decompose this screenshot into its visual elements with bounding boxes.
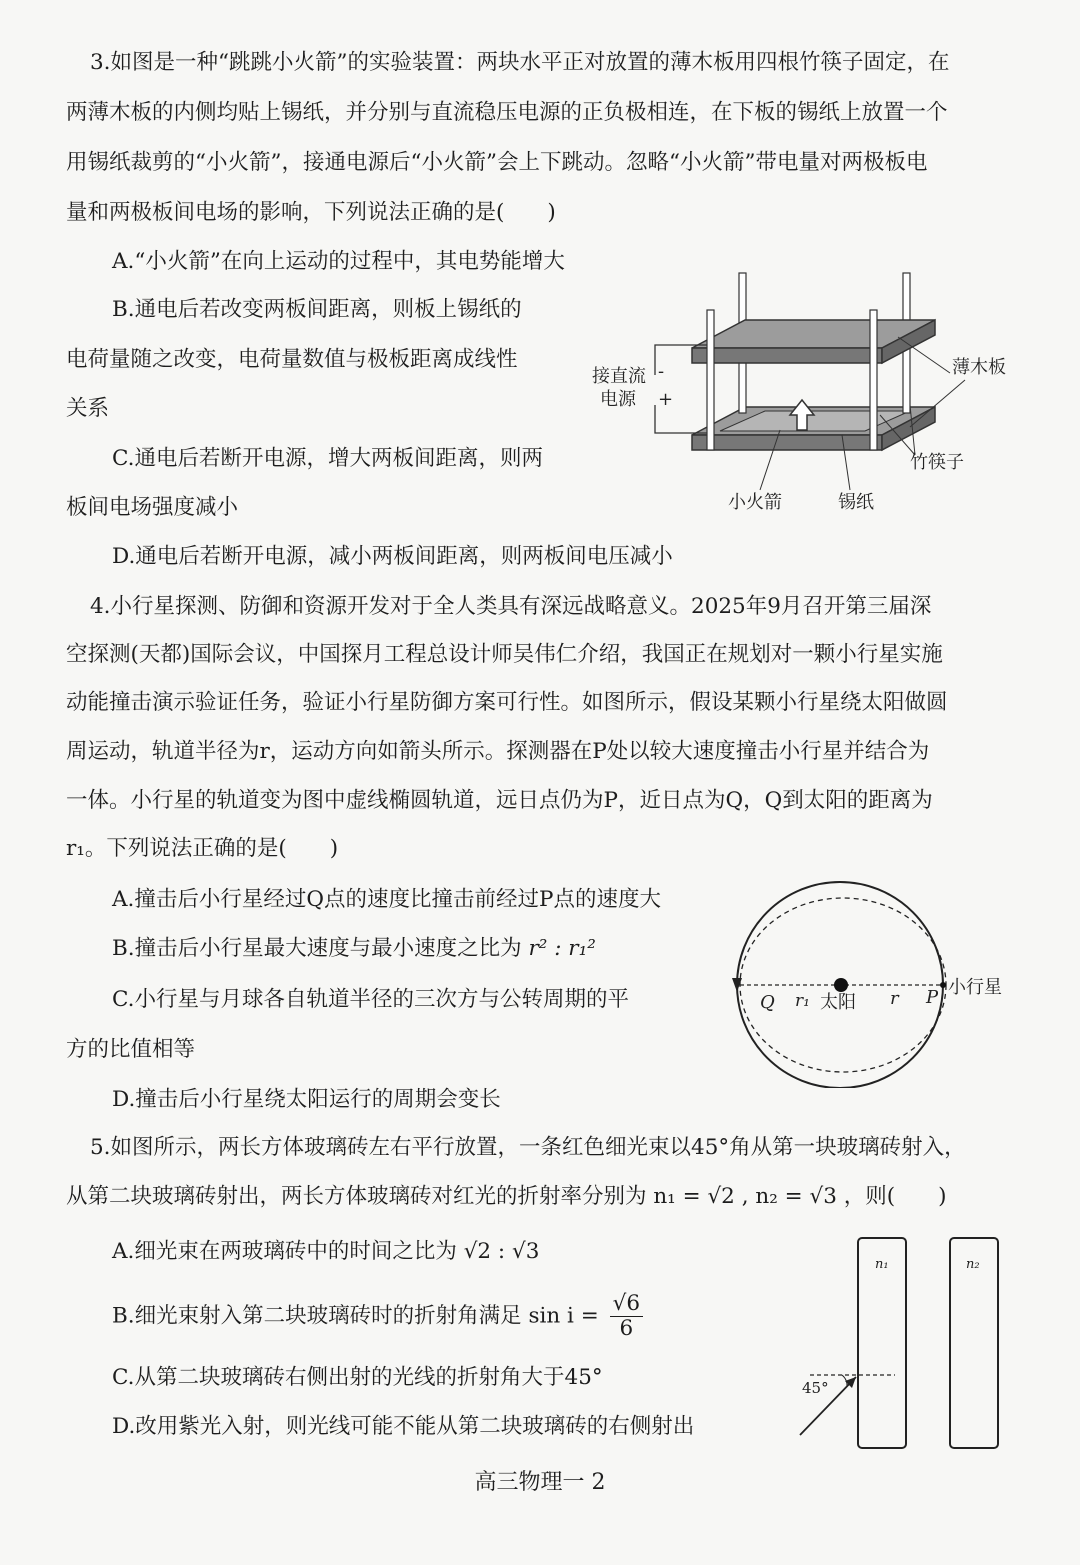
n2-label: n₂	[966, 1257, 980, 1272]
q3-option-c-line-1: C.通电后若断开电源，增大两板间距离，则两	[112, 446, 544, 471]
plate-label: 薄木板	[952, 357, 1006, 378]
q5-option-a: A.细光束在两玻璃砖中的时间之比为 √2 : √3	[112, 1239, 540, 1264]
q4-stem-line-6: r₁。下列说法正确的是( )	[66, 836, 339, 861]
sun-label: 太阳	[820, 992, 856, 1013]
q3-apparatus-figure	[580, 265, 1040, 525]
n1-label: n₁	[875, 1257, 889, 1272]
sun-dot	[834, 978, 848, 992]
q5-option-b	[112, 1292, 643, 1341]
power-label-2: 电源	[600, 389, 636, 410]
rocket-label: 小火箭	[728, 492, 782, 513]
page-footer: 高三物理一 2	[474, 1470, 606, 1495]
q5-stem-line-2: 从第二块玻璃砖射出，两长方体玻璃砖对红光的折射率分别为 n₁ = √2 , n₂ = √3 ，则( )	[66, 1184, 947, 1209]
asteroid-label: 小行星	[948, 977, 1002, 998]
minus-sign: -	[658, 361, 665, 382]
q3-option-b-line-3: 关系	[66, 396, 110, 421]
angle-label: 45°	[802, 1379, 829, 1397]
q4-option-b-text: B.撞击后小行星最大速度与最小速度之比为	[112, 936, 522, 961]
q3-option-c-line-2: 板间电场强度减小	[66, 495, 239, 520]
q3-option-a: A.“小火箭”在向上运动的过程中，其电势能增大	[112, 249, 565, 274]
q4-orbit-figure	[725, 878, 1025, 1088]
q4-option-c-line-1: C.小行星与月球各自轨道半径的三次方与公转周期的平	[112, 987, 630, 1012]
point-q: Q	[760, 992, 775, 1013]
lower-plate-front	[692, 435, 882, 450]
r-label: r	[890, 988, 899, 1009]
q3-option-b-line-2: 电荷量随之改变，电荷量数值与极板距离成线性	[66, 347, 518, 372]
fraction-denominator: 6	[619, 1316, 634, 1341]
q5-option-b-text: B.细光束射入第二块玻璃砖时的折射角满足 sin i =	[112, 1303, 599, 1329]
q5-option-c: C.从第二块玻璃砖右侧出射的光线的折射角大于45°	[112, 1365, 603, 1390]
power-label-1: 接直流	[592, 366, 646, 387]
point-p: P	[926, 987, 939, 1008]
q5-option-d: D.改用紫光入射，则光线可能不能从第二块玻璃砖的右侧射出	[112, 1414, 695, 1439]
q3-stem-line-1: 3.如图是一种“跳跳小火箭”的实验装置：两块水平正对放置的薄木板用四根竹筷子固定，在	[90, 50, 950, 75]
q5-option-b-fraction	[610, 1292, 643, 1341]
q3-stem-line-4: 量和两极板间电场的影响，下列说法正确的是( )	[66, 200, 556, 225]
asteroid-dot	[940, 982, 946, 988]
q4-stem-line-2: 空探测(天都)国际会议，中国探月工程总设计师吴伟仁介绍，我国正在规划对一颗小行星实施	[66, 642, 943, 667]
chopstick-front-left	[707, 310, 714, 450]
plus-sign: +	[658, 389, 674, 410]
q3-stem-line-2: 两薄木板的内侧均贴上锡纸，并分别与直流稳压电源的正负极相连，在下板的锡纸上放置一个	[66, 100, 948, 125]
angle-arc	[842, 1375, 847, 1387]
q4-option-b	[112, 934, 596, 964]
q5-stem-line-1: 5.如图所示，两长方体玻璃砖左右平行放置，一条红色细光束以45°角从第一块玻璃砖射入，	[90, 1135, 966, 1160]
q4-option-b-math: r² : r₁²	[528, 936, 596, 961]
q3-option-b-line-1: B.通电后若改变两板间距离，则板上锡纸的	[112, 297, 522, 322]
q4-stem-line-4: 周运动，轨道半径为r，运动方向如箭头所示。探测器在P处以较大速度撞击小行星并结合为	[66, 739, 930, 764]
q3-stem-line-3: 用锡纸裁剪的“小火箭”，接通电源后“小火箭”会上下跳动。忽略“小火箭”带电量对两极板电	[66, 150, 928, 175]
q4-option-c-line-2: 方的比值相等	[66, 1037, 196, 1062]
q4-stem-line-1: 4.小行星探测、防御和资源开发对于全人类具有深远战略意义。2025年9月召开第三届深	[90, 594, 932, 619]
foil-label: 锡纸	[838, 492, 874, 513]
chopstick-front-right	[870, 310, 877, 450]
upper-plate-front	[692, 348, 882, 363]
q4-option-d: D.撞击后小行星绕太阳运行的周期会变长	[112, 1087, 501, 1112]
q4-option-a: A.撞击后小行星经过Q点的速度比撞击前经过P点的速度大	[112, 887, 661, 912]
q4-stem-line-5: 一体。小行星的轨道变为图中虚线椭圆轨道，远日点仍为P，近日点为Q，Q到太阳的距离为	[66, 788, 933, 813]
q3-option-d: D.通电后若断开电源，减小两板间距离，则两板间电压减小	[112, 544, 673, 569]
chopstick-label: 竹筷子	[910, 452, 964, 473]
fraction-numerator: √6	[610, 1292, 643, 1317]
r1-label: r₁	[795, 991, 810, 1011]
q4-stem-line-3: 动能撞击演示验证任务，验证小行星防御方案可行性。如图所示，假设某颗小行星绕太阳做圆	[66, 690, 948, 715]
q5-glass-figure	[790, 1230, 1020, 1455]
